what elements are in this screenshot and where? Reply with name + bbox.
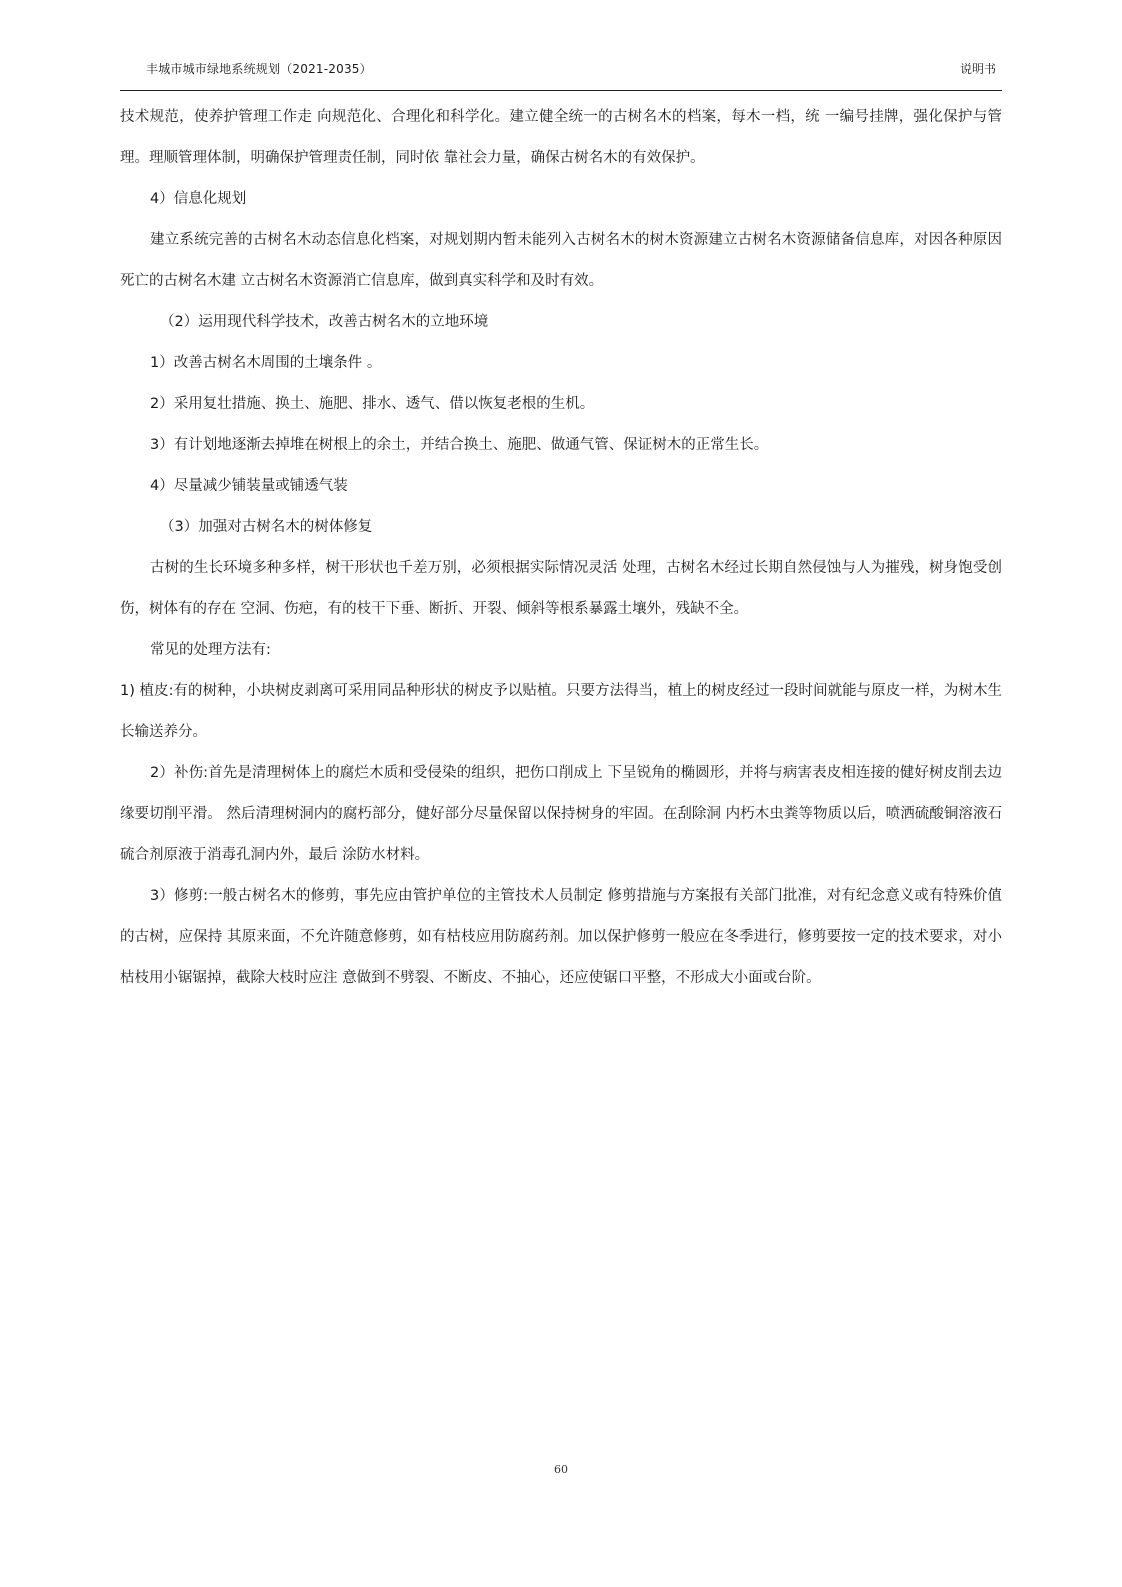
document-type: 说明书	[959, 62, 996, 76]
paragraph: 技术规范，使养护管理工作走 向规范化、合理化和科学化。建立健全统一的古树名木的档案，每木一档，统 一编号挂牌，强化保护与管理。理顺管理体制，明确保护管理责任制，同时依 靠社会力量，确保古树名木的有效保护。	[120, 109, 1002, 166]
page-header	[120, 56, 1002, 91]
paragraph: 4）信息化规划	[150, 191, 247, 207]
paragraph: 常见的处理方法有:	[150, 642, 271, 658]
paragraph: 1) 植皮:有的树种，小块树皮剥离可采用同品种形状的树皮予以贴植。只要方法得当，植上的树皮经过一段时间就能与原皮一样，为树木生长输送养分。	[120, 683, 1002, 740]
paragraph: 2）采用复壮措施、换土、施肥、排水、透气、借以恢复老根的生机。	[150, 396, 595, 412]
paragraph: 建立系统完善的古树名木动态信息化档案，对规划期内暂未能列入古树名木的树木资源建立古树名木资源储备信息库，对因各种原因死亡的古树名木建 立古树名木资源消亡信息库，做到真实科学和及时有效。	[120, 232, 1002, 289]
paragraph: 1）改善古树名木周围的土壤条件 。	[150, 355, 382, 371]
paragraph: 2）补伤:首先是清理树体上的腐烂木质和受侵染的组织，把伤口削成上 下呈锐角的椭圆形，并将与病害表皮相连接的健好树皮削去边缘要切削平滑。 然后清理树洞内的腐朽部分，健好部分尽量保留以保持树身的牢固。在刮除洞 内朽木虫粪等物质以后，喷洒硫酸铜溶液石硫合剂原液于消毒孔洞内外，最后 涂防水材料。	[120, 765, 1002, 863]
paragraph: 3）修剪:一般古树名木的修剪，事先应由管护单位的主管技术人员制定 修剪措施与方案报有关部门批准，对有纪念意义或有特殊价值的古树，应保持 其原来面，不允许随意修剪，如有枯枝应用防腐药剂。加以保护修剪一般应在冬季进行，修剪要按一定的技术要求，对小枯枝用小锯锯掉，截除大枝时应注 意做到不劈裂、不断皮、不抽心，还应使锯口平整，不形成大小面或台阶。	[120, 888, 1002, 986]
paragraph: 3）有计划地逐渐去掉堆在树根上的余土，并结合换土、施肥、做通气管、保证树木的正常生长。	[150, 437, 769, 453]
document-title: 丰城市城市绿地系统规划（2021-2035）	[146, 62, 372, 76]
paragraph: （2）运用现代科学技术，改善古树名木的立地环境	[160, 314, 489, 330]
body-text	[120, 97, 1002, 999]
page-number: 60	[554, 1463, 568, 1476]
paragraph: 4）尽量减少铺装量或铺透气装	[150, 478, 348, 494]
paragraph: 古树的生长环境多种多样，树干形状也千差万别，必须根据实际情况灵活 处理，古树名木经过长期自然侵蚀与人为摧残，树身饱受创伤，树体有的存在 空洞、伤疤，有的枝干下垂、断折、开裂、倾斜等根系暴露土壤外，残缺不全。	[120, 560, 1002, 617]
paragraph: （3）加强对古树名木的树体修复	[160, 519, 373, 535]
